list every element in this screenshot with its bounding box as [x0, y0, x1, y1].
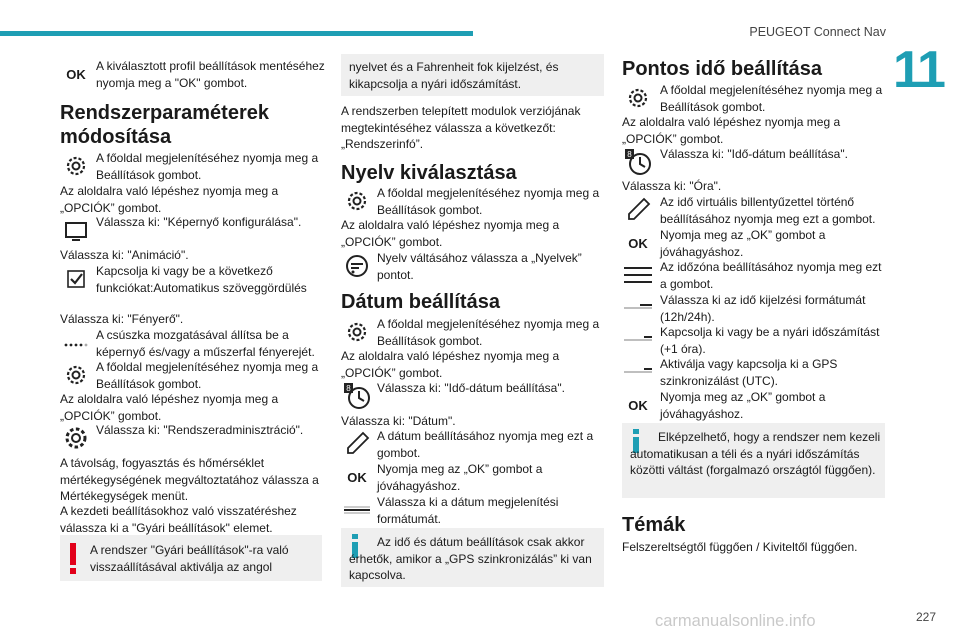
section-heading: Nyelv kiválasztása — [341, 162, 517, 184]
step-text: Nyelv váltásához válassza a „Nyelvek” pontot. — [377, 251, 582, 282]
svg-text:8: 8 — [627, 150, 632, 159]
language-icon — [341, 250, 373, 282]
chapter-number: 11 — [893, 41, 944, 99]
step-text: Válassza ki: "Képernyő konfigurálása". — [96, 215, 302, 229]
warning-text: A rendszer "Gyári beállítások"-ra való visszaállításával aktiválja az angol — [90, 543, 289, 574]
paragraph: A kezdeti beállításokhoz való visszatéréshez válassza ki a "Gyári beállítások" elemet. — [60, 504, 297, 535]
step-text: A dátum beállításához nyomja meg ezt a gombot. — [377, 429, 594, 460]
menu-lines-icon — [622, 259, 654, 291]
header-title: PEUGEOT Connect Nav — [749, 25, 886, 39]
gear-icon — [341, 185, 373, 217]
warning-icon — [70, 543, 76, 565]
step-text: Az idő virtuális billentyűzettel történő beállításához nyomja meg ezt a gombot. — [660, 195, 876, 226]
svg-text:8: 8 — [346, 384, 351, 393]
step-text: A főoldal megjelenítéséhez nyomja meg a Beállítások gombot. — [96, 360, 319, 391]
section-heading: Témák — [622, 514, 686, 536]
step-text: A főoldal megjelenítéséhez nyomja meg a Beállítások gombot. — [377, 317, 600, 348]
step-text: A csúszka mozgatásával állítsa be a képernyő és/vagy a műszerfal fényerejét. — [96, 328, 315, 359]
warning-box — [60, 535, 322, 581]
step-text: A főoldal megjelenítéséhez nyomja meg a Beállítások gombot. — [377, 186, 600, 217]
watermark: carmanualsonline.info — [655, 612, 816, 630]
step-text: A főoldal megjelenítéséhez nyomja meg a Beállítások gombot. — [660, 83, 883, 114]
clock-calendar-icon — [341, 380, 373, 412]
section-heading: Dátum beállítása — [341, 291, 500, 313]
step-text: Válassza ki: "Idő-dátum beállítása". — [377, 381, 565, 395]
step-text: Aktiválja vagy kapcsolja ki a GPS szinkronizálást (UTC). — [660, 357, 838, 388]
step-text: Az aloldalra való lépéshez nyomja meg a „OPCIÓK” gombot. — [341, 218, 560, 249]
gear-icon — [60, 359, 92, 391]
warning-icon-dot — [70, 568, 76, 574]
step-text: Nyomja meg az „OK” gombot a jóváhagyáshoz. — [660, 228, 826, 259]
step-text: Kapcsolja ki vagy be a nyári időszámítást (+1 óra). — [660, 325, 880, 356]
edit-pen-icon — [341, 428, 373, 460]
display-icon — [60, 214, 92, 246]
step-text: Az aloldalra való lépéshez nyomja meg a „OPCIÓK” gombot. — [60, 392, 279, 423]
ok-icon: OK — [628, 397, 648, 413]
step-text: Az időzóna beállításához nyomja meg ezt a gombot. — [660, 260, 882, 291]
edit-pen-icon — [622, 194, 654, 226]
step-text: A főoldal megjelenítéséhez nyomja meg a Beállítások gombot. — [96, 151, 319, 182]
paragraph: A rendszerben telepített modulok verziójának megtekintéséhez válassza a következőt: „Rendszerinfó”. — [341, 104, 581, 151]
gear-icon — [341, 316, 373, 348]
info-box — [622, 423, 885, 498]
clock-calendar-icon — [622, 146, 654, 178]
step-text: Válassza ki: "Dátum". — [341, 414, 456, 428]
slider-icon — [60, 327, 92, 359]
step-text: Az aloldalra való lépéshez nyomja meg a „OPCIÓK” gombot. — [60, 184, 279, 215]
info-box — [341, 528, 604, 587]
system-gear-icon — [60, 422, 92, 454]
info-text: Elképzelhető, hogy a rendszer nem kezeli automatikusan a téli és a nyári időszámítás közötti váltást (forgalmazó országtól függően). — [630, 430, 881, 477]
page-number: 227 — [916, 610, 937, 624]
step-text: Válassza ki: "Idő-dátum beállítása". — [660, 147, 848, 161]
ok-icon: OK — [628, 235, 648, 251]
step-text: Válassza ki: "Animáció". — [60, 248, 189, 262]
section-heading: Rendszerparaméterek módosítása — [60, 102, 269, 148]
warning-text: nyelvet és a Fahrenheit fok kijelzést, és kikapcsolja a nyári időszámítást. — [349, 60, 559, 91]
paragraph: Felszereltségtől függően / Kiviteltől függően. — [622, 540, 858, 554]
step-text: Válassza ki: "Fényerő". — [60, 312, 184, 326]
toggle-icon — [622, 356, 654, 388]
toggle-icon — [622, 324, 654, 356]
step-text: Válassza ki: "Óra". — [622, 179, 722, 193]
step-text: Nyomja meg az „OK” gombot a jóváhagyáshoz. — [377, 462, 543, 493]
checkbox-icon — [60, 263, 92, 295]
format-slider-icon — [622, 292, 654, 324]
format-list-icon — [341, 494, 373, 526]
step-text: Válassza ki az idő kijelzési formátumát (12h/24h). — [660, 293, 866, 324]
ok-icon: OK — [66, 66, 86, 82]
step-text: Kapcsolja ki vagy be a következő funkciókat:Automatikus szöveggördülés — [96, 264, 307, 295]
step-text: Az aloldalra való lépéshez nyomja meg a „OPCIÓK” gombot. — [341, 349, 560, 380]
info-text: Az idő és dátum beállítások csak akkor érhetők, amikor a „GPS szinkronizálás” ki van kapcsolva. — [349, 535, 592, 582]
step-text: Nyomja meg az „OK” gombot a jóváhagyáshoz. — [660, 390, 826, 421]
paragraph: A távolság, fogyasztás és hőmérséklet mértékegységének megváltoztatához válassza a Mértékegységek menüt. — [60, 456, 319, 503]
step-text: Válassza ki a dátum megjelenítési formátumát. — [377, 495, 559, 526]
ok-icon: OK — [347, 469, 367, 485]
step-text: Válassza ki: "Rendszeradminisztráció". — [96, 423, 304, 437]
paragraph: A kiválasztott profil beállítások mentéséhez nyomja meg a "OK" gombot. — [96, 59, 325, 90]
gear-icon — [622, 82, 654, 114]
warning-box-continued — [341, 54, 604, 96]
header-rule — [0, 31, 473, 36]
gear-icon — [60, 150, 92, 182]
step-text: Az aloldalra való lépéshez nyomja meg a „OPCIÓK” gombot. — [622, 115, 841, 146]
section-heading: Pontos idő beállítása — [622, 58, 823, 80]
